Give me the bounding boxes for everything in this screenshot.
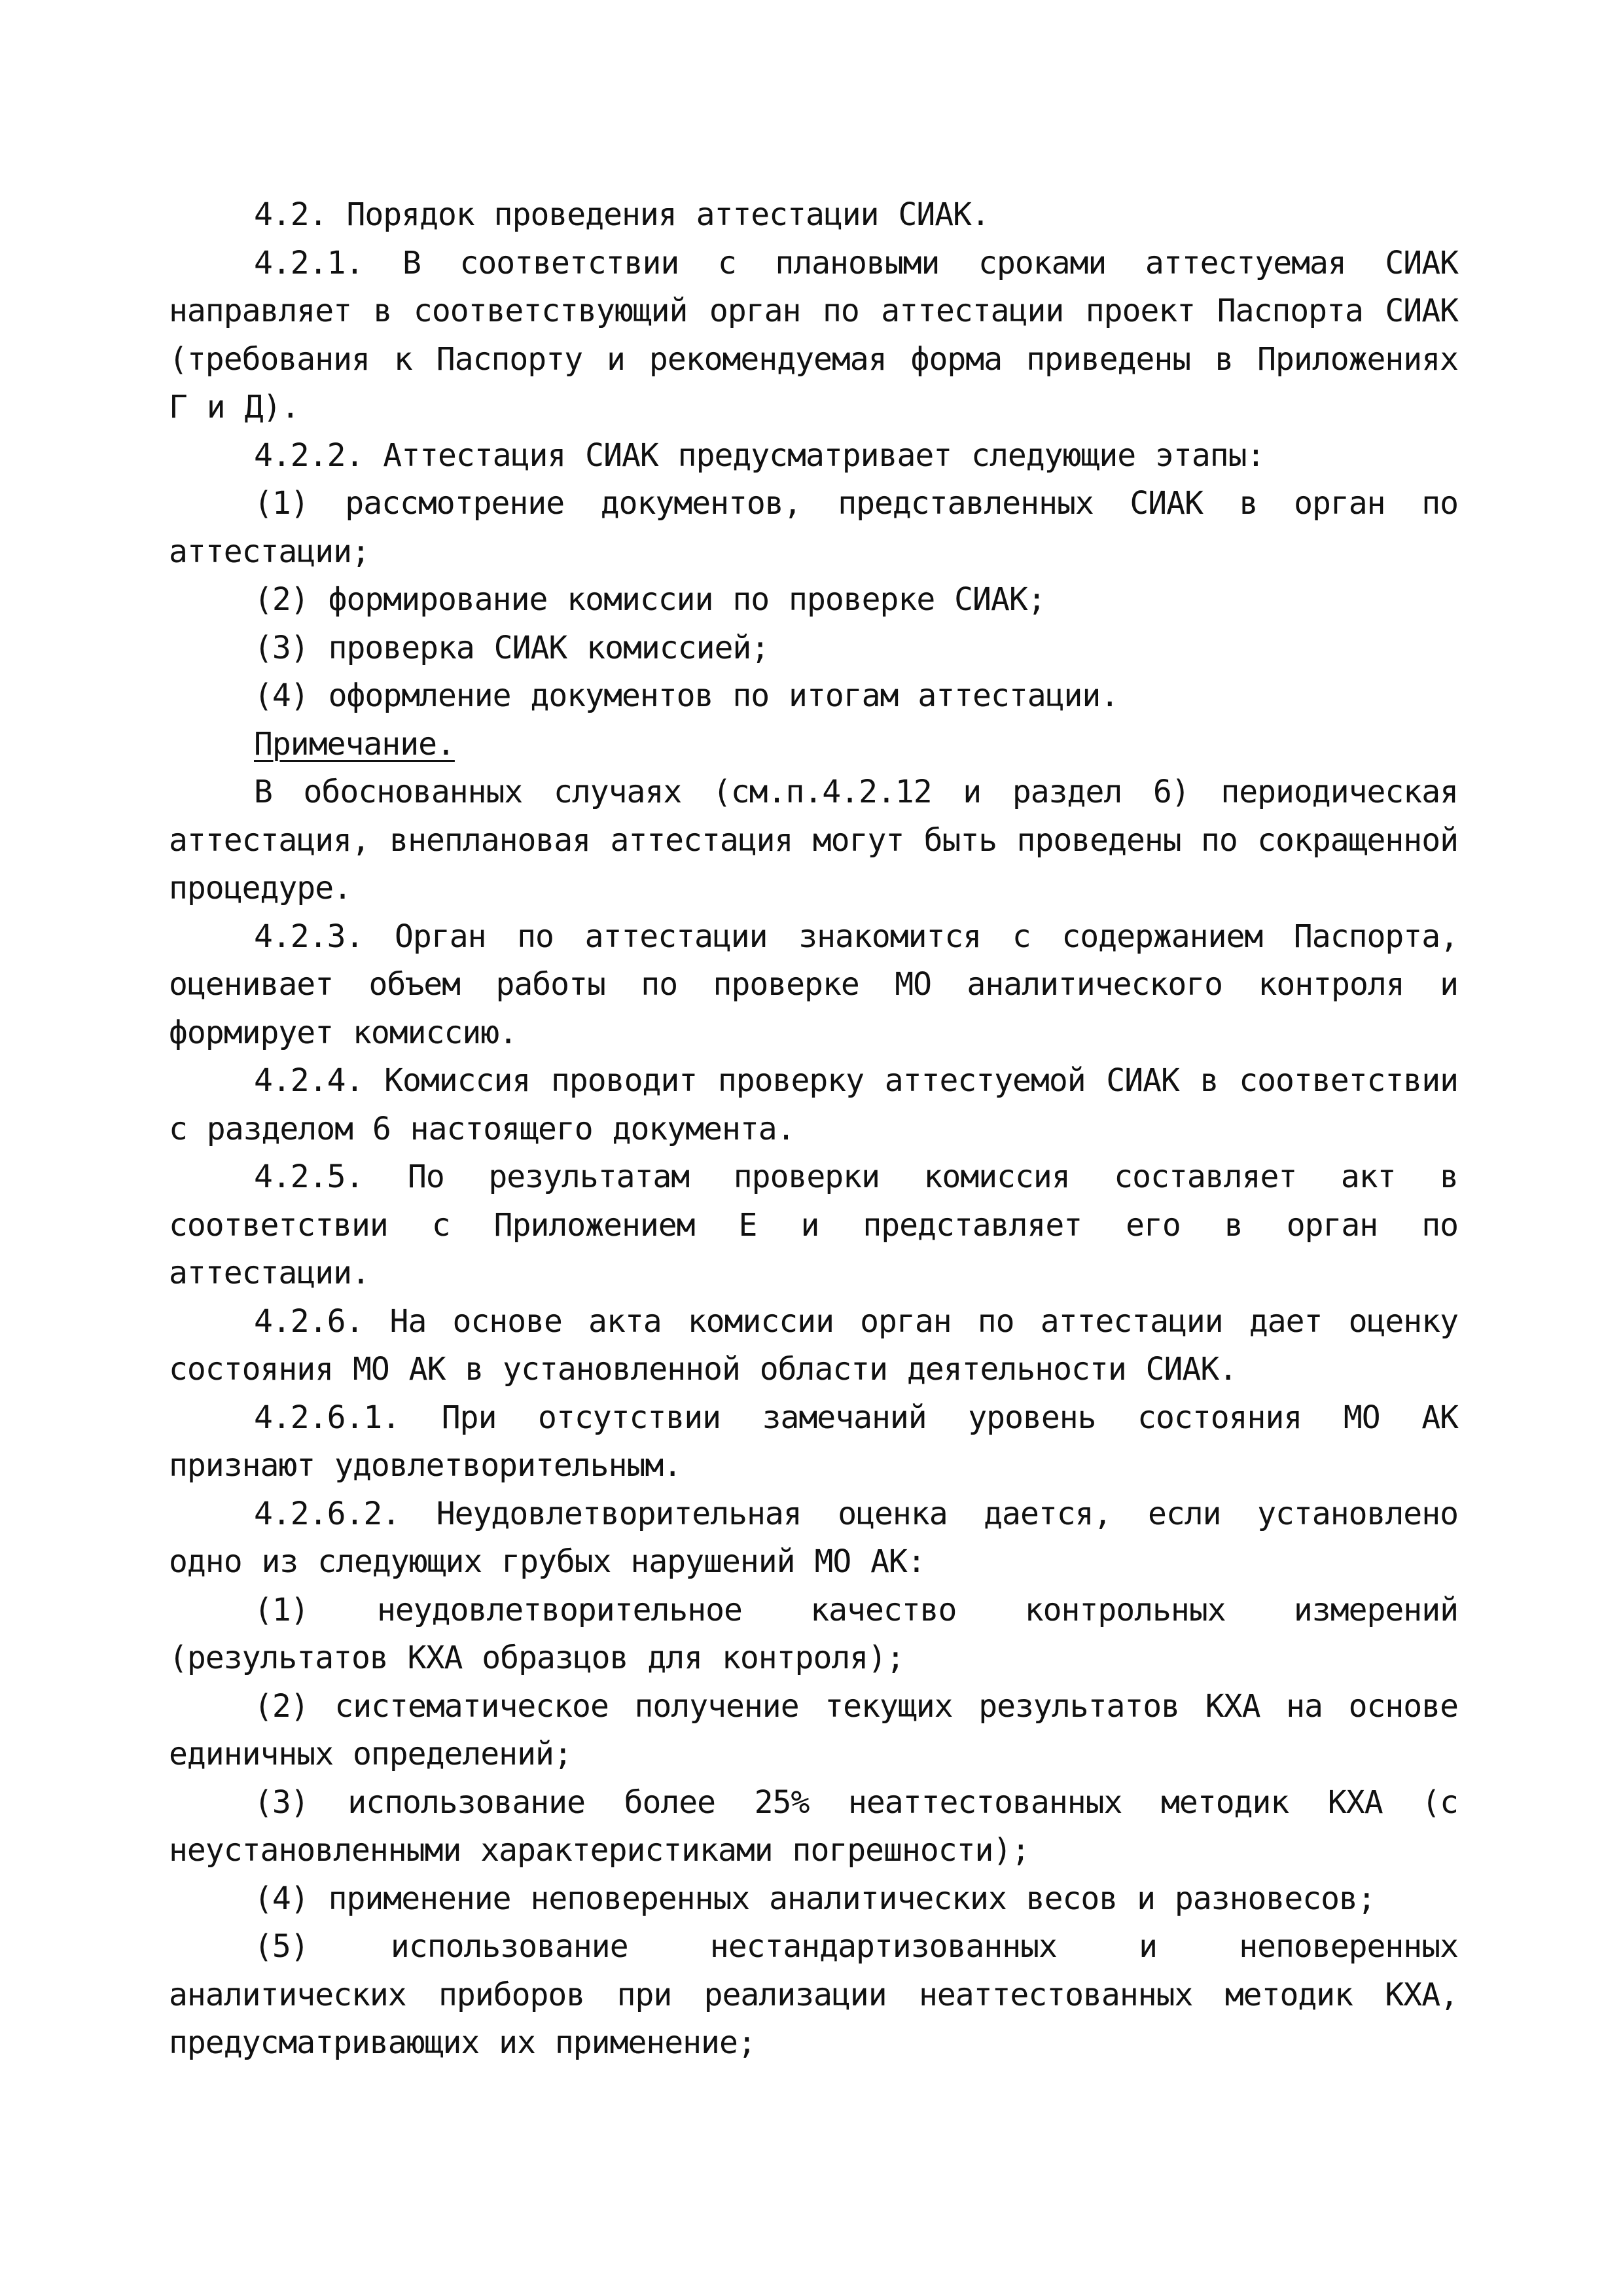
stage-item-2: (2) формирование комиссии по проверке СИАК; <box>254 581 1046 618</box>
violation-item-5: (5) использование нестандартизованных и неповеренных аналитических приборов при реализации неаттестованных методик КХА, предусматривающих их применение; <box>169 1928 1458 2061</box>
note-text: В обоснованных случаях (см.п.4.2.12 и раздел 6) периодическая аттестация, внеплановая аттестация могут быть проведены по сокращенной процедуре. <box>169 774 1458 906</box>
paragraph-4-2-6-2: 4.2.6.2. Неудовлетворительная оценка дается, если установлено одно из следующих грубых нарушений МО АК: <box>169 1495 1458 1580</box>
stage-item-3: (3) проверка СИАК комиссией; <box>254 629 770 666</box>
violation-item-3: (3) использование более 25% неаттестованных методик КХА (с неустановленными характеристиками погрешности); <box>169 1784 1458 1869</box>
violation-item-1: (1) неудовлетворительное качество контрольных измерений (результатов КХА образцов для контроля); <box>169 1591 1458 1676</box>
note-label-text: Примечание. <box>254 725 455 762</box>
paragraph-4-2-2: 4.2.2. Аттестация СИАК предусматривает следующие этапы: <box>254 437 1265 474</box>
paragraph-4-2-6: 4.2.6. На основе акта комиссии орган по аттестации дает оценку состояния МО АК в установленной области деятельности СИАК. <box>169 1302 1458 1388</box>
section-heading: 4.2. Порядок проведения аттестации СИАК. <box>254 196 990 233</box>
paragraph-4-2-6-1: 4.2.6.1. При отсутствии замечаний уровень состояния МО АК признают удовлетворительным. <box>169 1399 1458 1484</box>
stage-item-1: (1) рассмотрение документов, представленных СИАК в орган по аттестации; <box>169 485 1458 570</box>
paragraph-4-2-3: 4.2.3. Орган по аттестации знакомится с содержанием Паспорта, оценивает объем работы по проверке МО аналитического контроля и формирует комиссию. <box>169 918 1458 1051</box>
violation-item-2: (2) систематическое получение текущих результатов КХА на основе единичных определений; <box>169 1687 1458 1772</box>
violation-item-4: (4) применение неповеренных аналитических весов и разновесов; <box>254 1880 1376 1917</box>
paragraph-4-2-4: 4.2.4. Комиссия проводит проверку аттестуемой СИАК в соответствии с разделом 6 настоящего документа. <box>169 1062 1458 1147</box>
paragraph-4-2-1: 4.2.1. В соответствии с плановыми сроками аттестуемая СИАК направляет в соответствующий орган по аттестации проект Паспорта СИАК (требования к Паспорту и рекомендуемая форма приведены в Приложениях Г и Д). <box>169 244 1458 425</box>
document-body <box>169 191 1458 2068</box>
note-label <box>169 721 1458 769</box>
stage-item-4: (4) оформление документов по итогам аттестации. <box>254 677 1119 714</box>
paragraph-4-2-5: 4.2.5. По результатам проверки комиссия составляет акт в соответствии с Приложением Е и представляет его в орган по аттестации. <box>169 1158 1458 1291</box>
